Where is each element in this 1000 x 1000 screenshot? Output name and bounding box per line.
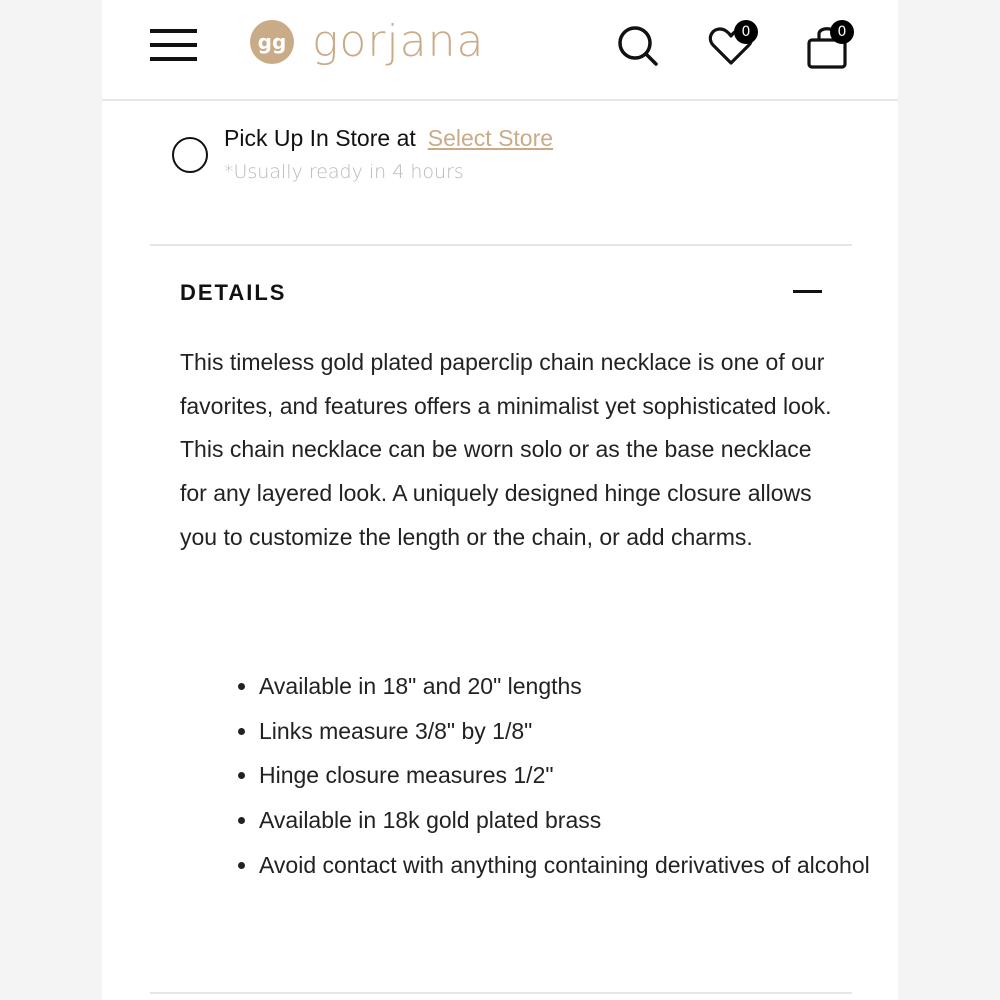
logo-mark: gg (250, 20, 294, 64)
pickup-label-row (224, 125, 553, 152)
bullet-item: • Links measure 3/8" by 1/8" (259, 709, 919, 754)
hamburger-line (150, 43, 197, 47)
search-icon (616, 24, 660, 68)
bullet-item: • Available in 18k gold plated brass (259, 798, 919, 843)
search-button[interactable] (616, 24, 660, 72)
wishlist-count-badge: 0 (734, 20, 758, 44)
details-heading[interactable]: DETAILS (180, 280, 287, 305)
logo-text: gorjana (312, 16, 485, 67)
collapse-minus-icon[interactable] (793, 290, 822, 293)
menu-button[interactable] (150, 29, 197, 61)
details-bullet-list (180, 664, 919, 888)
select-store-link[interactable]: Select Store (427, 125, 554, 151)
pickup-label: Pick Up In Store at (224, 125, 416, 151)
site-header (102, 0, 898, 101)
wishlist-button[interactable] (708, 26, 754, 70)
bullet-item: • Hinge closure measures 1/2" (259, 753, 919, 798)
pickup-radio[interactable] (172, 137, 208, 173)
details-description: This timeless gold plated paperclip chain necklace is one of our favorites, and features offers a minimalist yet sophisticated look. This chain necklace can be worn solo or as the base necklace for any layered look. A uniquely designed hinge closure allows you to customize the length or the chain, or add charms. (180, 349, 832, 550)
hamburger-icon (150, 29, 197, 33)
hamburger-line (150, 57, 197, 61)
page-column (102, 0, 898, 1000)
divider (150, 244, 852, 246)
pickup-note: *Usually ready in 4 hours (224, 161, 464, 183)
cart-button[interactable] (806, 24, 850, 74)
logo[interactable] (250, 16, 485, 67)
divider (150, 992, 852, 994)
cart-count-badge: 0 (830, 20, 854, 44)
bullet-item: • Avoid contact with anything containing derivatives of alcohol (259, 843, 919, 888)
bullet-item: • Available in 18" and 20" lengths (259, 664, 919, 709)
